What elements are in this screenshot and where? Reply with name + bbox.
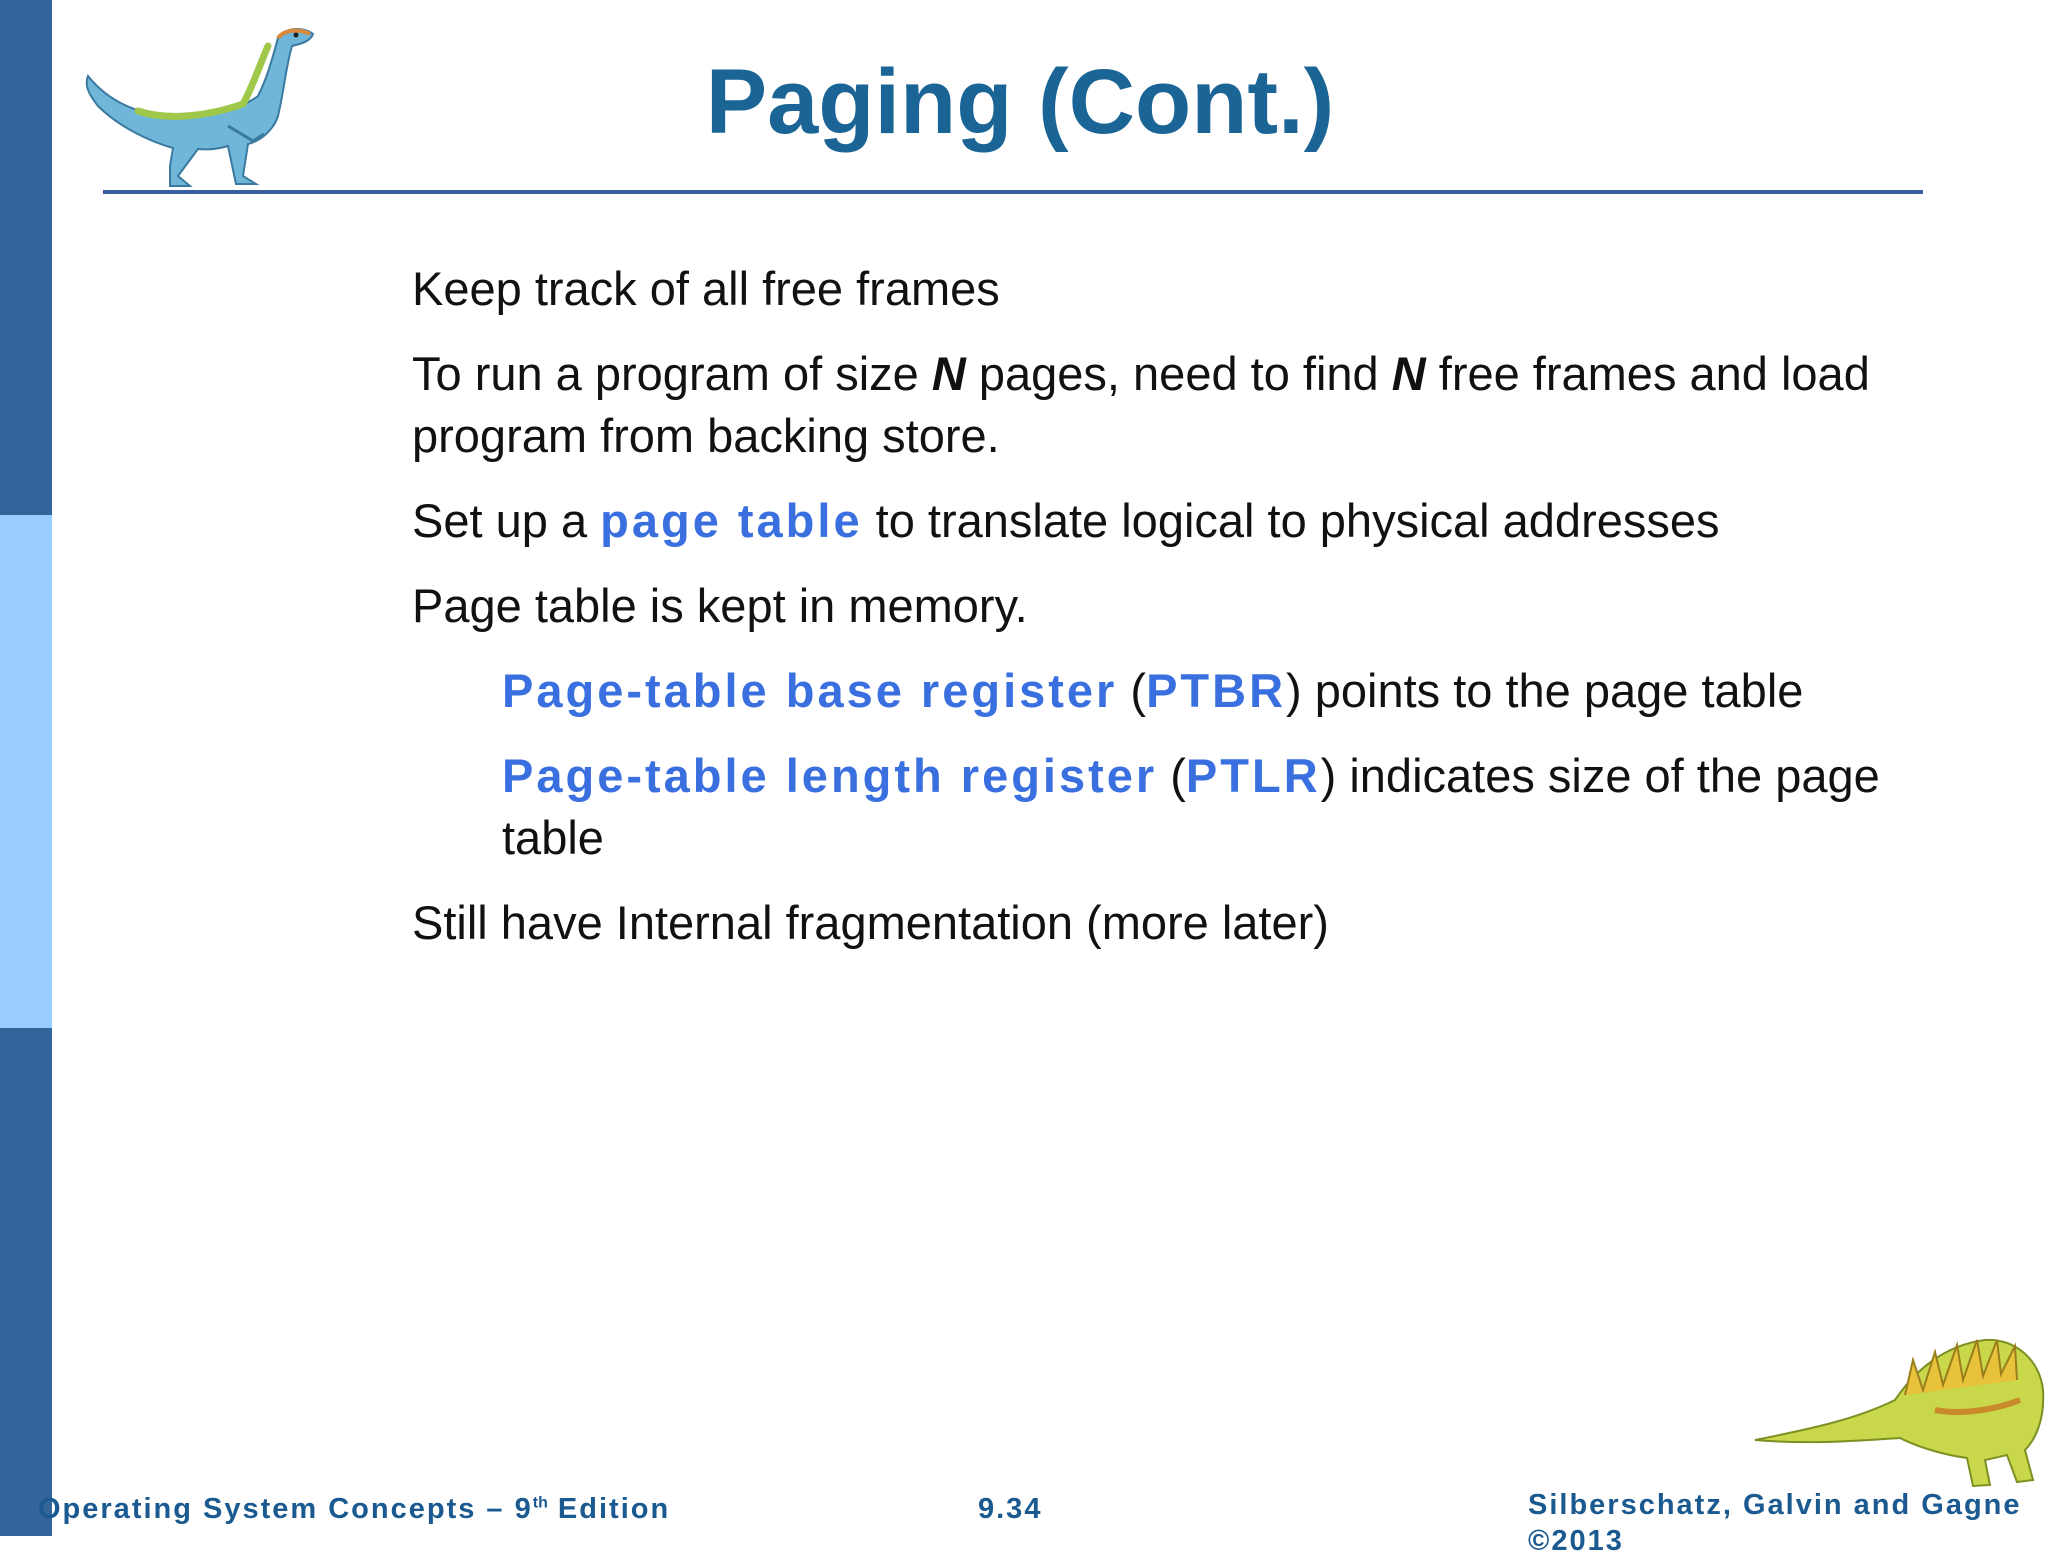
title-divider bbox=[103, 190, 1923, 194]
bullet-text: Still have Internal fragmentation (more later) bbox=[412, 896, 1329, 949]
footer-edition-superscript: th bbox=[532, 1494, 548, 1512]
bullet-text: ( bbox=[1117, 664, 1147, 717]
slide-content bbox=[412, 258, 1892, 977]
bullet-fragmentation bbox=[412, 892, 1892, 954]
bullet-text: ) indicates size of the page table bbox=[502, 749, 1880, 864]
footer-book-title bbox=[38, 1493, 670, 1526]
term-ptbr: PTBR bbox=[1146, 664, 1287, 717]
bullet-text: pages, need to find bbox=[965, 347, 1392, 400]
footer-authors: Silberschatz, Galvin and Gagne ©2013 bbox=[1528, 1489, 2022, 1557]
emphasis-n: N bbox=[931, 347, 966, 400]
footer-slide-number: 9.34 bbox=[978, 1493, 1043, 1525]
dinosaur-logo-icon bbox=[78, 16, 318, 191]
term-ptlr: PTLR bbox=[1185, 749, 1321, 802]
bullet-text: Page table is kept in memory. bbox=[412, 579, 1028, 632]
side-bar-bottom-segment bbox=[0, 1028, 52, 1536]
side-bar bbox=[0, 0, 52, 1536]
bullet-memory bbox=[412, 575, 1892, 637]
bullet-text: Set up a bbox=[412, 494, 601, 547]
bullet-text: ( bbox=[1157, 749, 1186, 802]
term-ptbr-full: Page-table base register bbox=[502, 664, 1118, 717]
footer-book-title-text: Operating System Concepts – 9 bbox=[38, 1493, 533, 1525]
bullet-run-program bbox=[412, 343, 1892, 467]
bullet-text: Keep track of all free frames bbox=[412, 262, 1000, 315]
bullet-text: To run a program of size bbox=[412, 347, 932, 400]
bullet-text: ) points to the page table bbox=[1286, 664, 1804, 717]
sub-bullet-ptbr bbox=[502, 660, 1892, 722]
bullet-text: to translate logical to physical addresses bbox=[862, 494, 1720, 547]
footer-edition-text: Edition bbox=[547, 1493, 671, 1525]
side-bar-middle-segment bbox=[0, 515, 52, 1028]
term-page-table: page table bbox=[600, 494, 863, 547]
bullet-text: free frames and load program from backing store. bbox=[412, 347, 1870, 462]
emphasis-n: N bbox=[1391, 347, 1426, 400]
page-title: Paging (Cont.) bbox=[705, 51, 1335, 153]
bullet-page-table bbox=[412, 490, 1892, 552]
dinosaur-corner-icon bbox=[1745, 1290, 2045, 1490]
sub-bullet-ptlr bbox=[502, 745, 1892, 869]
bullet-free-frames bbox=[412, 258, 1892, 320]
term-ptlr-full: Page-table length register bbox=[502, 749, 1158, 802]
side-bar-top-segment bbox=[0, 0, 52, 515]
